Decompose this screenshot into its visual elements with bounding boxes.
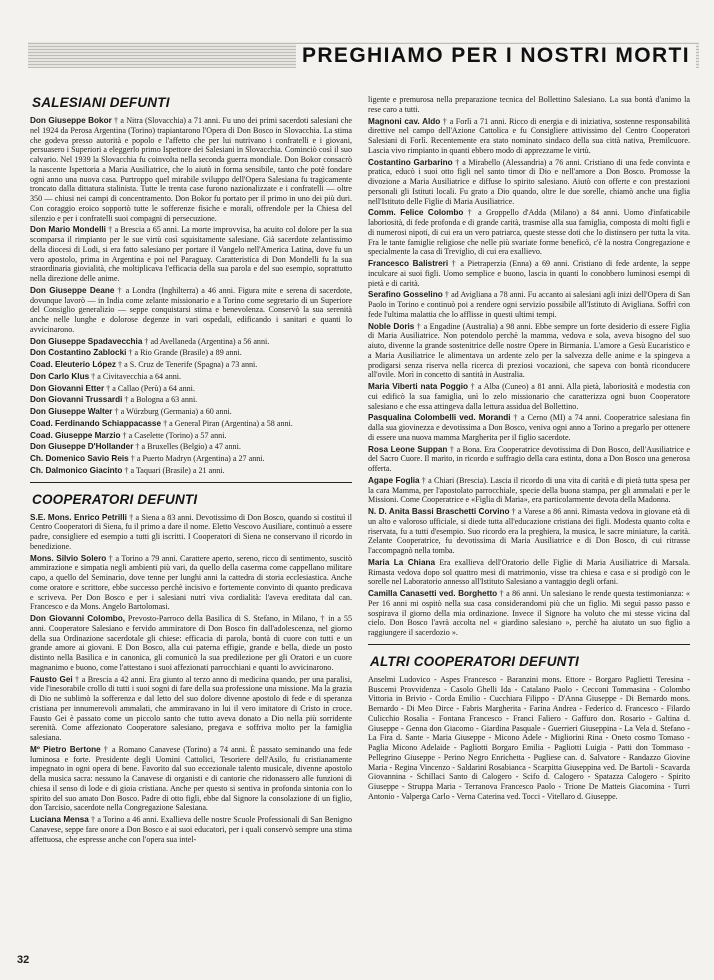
- obituary-text: † a Engadine (Australia) a 98 anni. Ebbe sempre un forte desiderio di essere Figlia di Maria Ausiliatrice. Non potendolo perchè la mamma, vedova e sola, aveva bisogno del suo aiuto, divenne la grande sostenitrice delle nostre Opere in Birmania. L'amore a Gesù Eucaristico e a Maria Ausiliatrice le alimentava un ardente zelo per la salvezza delle anime e la spingeva a prodigarsi senza riserva nella ricerca di preziosi vocazioni, che sapeva con bontà riconducere all'ovile. Morì in concetto di santità in Australia.: [368, 321, 690, 380]
- deceased-name: Don Giovanni Etter: [30, 383, 105, 393]
- obituary-entry: [30, 384, 352, 394]
- obituary-text: † a Alba (Cuneo) a 81 anni. Alla pietà, laboriosità e modestia con cui edificò la sua famiglia, unì lo zelo missionario che caratterizza ogni buon Cooperatore salesiano e che essa attingeva dalla lettura assidua del Bollettino.: [368, 382, 690, 411]
- deceased-name: Noble Doris: [368, 321, 415, 331]
- obituary-text: † a Cerno (MI) a 74 anni. Cooperatrice salesiana fin dalla sua giovinezza e devotissima a Don Bosco, veniva ogni anno a Torino a pregarlo per ottenere di essere una nuova mamma Margherita per il figlio sacerdote.: [368, 413, 690, 442]
- obituary-entry: [368, 208, 690, 257]
- deceased-name: Francesco Balistreri: [368, 259, 449, 268]
- deceased-name: Camilla Canasetti ved. Borghetto: [368, 589, 498, 598]
- deceased-name: S.E. Mons. Enrico Petrilli: [30, 512, 127, 522]
- obituary-text: † a Bruxelles (Belgio) a 47 anni.: [133, 442, 241, 452]
- obituary-entry: [368, 382, 690, 411]
- obituary-entry: [368, 158, 690, 207]
- obituary-entry: [30, 337, 352, 347]
- obituary-entry: [368, 507, 690, 556]
- obituary-entry: [368, 322, 690, 381]
- deceased-name: Agape Foglia: [368, 475, 420, 485]
- obituary-entry: [30, 419, 352, 429]
- deceased-name: Don Giuseppe Deane: [30, 285, 115, 295]
- obituary-entry: [30, 225, 352, 284]
- obituary-entry: [30, 116, 352, 223]
- deceased-name: Don Giuseppe D'Hollander: [30, 442, 134, 452]
- obituary-text: † a Pietraperzia (Enna) a 69 anni. Cristiano di fede ardente, la seppe inculcare ai suoi figli. Uomo semplice e buono, lascia in quanti lo conobbero luminosi esempi di pietà e di carità.: [368, 259, 691, 288]
- obituary-entry: [368, 476, 690, 505]
- entries-cooperatori: [30, 513, 352, 845]
- obituary-entry: [368, 558, 690, 587]
- deceased-name: Coad. Giuseppe Marzio: [30, 430, 121, 440]
- left-column: [30, 95, 352, 846]
- section-title-altri: ALTRI COOPERATORI DEFUNTI: [370, 653, 579, 669]
- obituary-text: † a Mirabello (Alessandria) a 76 anni. Cristiano di una fede convinta e pratica, educò i suoi otto figli nel santo timor di Dio e nell'amore a Don Bosco. Promosse la divozione a Maria Ausiliatrice e diffuse lo spirito salesiano. Aiutò con offerte e con prestazioni personali gli Istituti locali. Fu grato a Dio quando, oltre le due sorelle, chiamò anche una figlia nell'Istituto delle Figlie di Maria Ausiliatrice.: [368, 157, 690, 206]
- obituary-text: † a Würzburg (Germania) a 60 anni.: [112, 407, 232, 416]
- obituary-text: † a Bona. Era Cooperatrice devotissima di Don Bosco, dell'Ausiliatrice e del Sacro Cuore. Il marito, in ricordo e suffragio della cara estinta, dona a Don Bosco una generosa offerta.: [368, 444, 690, 473]
- obituary-text: † a Groppello d'Adda (Milano) a 84 anni. Uomo d'infaticabile laboriosità, di fede profonda e di grande carità, trasmise alla sua famiglia, composta di molti figli e di numerosi nipoti, di cui era un vero patriarca, queste stesse doti che lo distinsero per tutta la vita. Fra le tante famiglie religiose che nelle più svariate forme beneficò, c'è la nostra Congregazione e specialmente la casa di Treviglio, di cui era exallievo.: [368, 208, 690, 257]
- deceased-name: Mº Pietro Bertone: [30, 744, 101, 754]
- obituary-text: Era exallieva dell'Oratorio delle Figlie di Maria Ausiliatrice di Marsala. Rimasta vedova dopo sol quattro mesi di matrimonio, visse tra chiesa e casa e si prodigò con le sorelle nel Laboratorio annesso all'Istituto Salesiano a vantaggio degli orfani.: [368, 557, 691, 587]
- deceased-name: Don Giuseppe Bokor: [30, 116, 112, 125]
- section-cooperatori: [30, 492, 352, 845]
- obituary-entry: [368, 589, 690, 638]
- obituary-entry: [368, 290, 690, 319]
- entries-salesiani: [30, 116, 352, 476]
- obituary-entry: [368, 259, 690, 288]
- obituary-entry: [30, 442, 352, 452]
- deceased-name: Coad. Ferdinando Schiappacasse: [30, 418, 162, 428]
- deceased-name: Fausto Gei: [30, 674, 73, 684]
- obituary-text: † a Forlì a 71 anni. Ricco di energia e di iniziativa, sostenne responsabilità direttive nel campo dell'Azione Cattolica e fu Consigliere attivissimo del Centro Cooperatori Salesiani di Forlì. Recentemente era stato nominato sindaco della sua città nativa, Premilcuore. Lascia vivo rimpianto in quanti ebbero modo di apprezzarne le virtù.: [368, 116, 690, 155]
- deceased-name: Ch. Dalmonico Giacinto: [30, 465, 123, 475]
- obituary-text: † a General Piran (Argentina) a 58 anni.: [161, 418, 293, 428]
- obituary-text: † a S. Cruz de Tenerife (Spagna) a 73 anni.: [115, 360, 258, 369]
- obituary-text: † a Siena a 83 anni. Devotissimo di Don Bosco, quando si costituì il Centro Cooperatori di Siena, fu il primo a dare il nome. Eletto Vescovo Ausiliare, continuò a essere padre, consigliere ed esempio a tutti gli iscritti. I Cooperatori di Siena ne conservano il ricordo in benedizione.: [30, 512, 352, 551]
- obituary-entry: [30, 348, 352, 358]
- section-divider: [30, 482, 352, 483]
- deceased-name: Serafino Gosselino: [368, 290, 443, 300]
- section-salesiani: [30, 95, 352, 476]
- obituary-entry: [30, 395, 352, 405]
- obituary-text: † a Romano Canavese (Torino) a 74 anni. È passato seminando una fede luminosa e forte. Presidente degli Uomini Cattolici, Tesoriere dell'Asilo, fu cristianamente impegnato in ogni opera di bene. Favorito dal suo eccezionale talento musicale, divenne apostolo della musica sacra: nessuno la Canavese di organisti e di cantorie che ridonassero alle funzioni di chiesa il senso di lode e di gioia cristiana. Anche per questo si sentiva in profonda sintonia con lo spirito del suo amato Don Bosco. Padre di otto figli, ebbe dal Signore la consolazione di un figlio, don Tarcisio, sacerdote nella Congregazione Salesiana.: [30, 744, 352, 813]
- deceased-name: Don Giuseppe Walter: [30, 407, 113, 416]
- section-title-cooperatori: COOPERATORI DEFUNTI: [32, 491, 198, 507]
- deceased-name: Don Mario Mondelli: [30, 225, 106, 235]
- obituary-entry: [30, 454, 352, 464]
- obituary-entry: [30, 675, 352, 743]
- page-title: PREGHIAMO PER I NOSTRI MORTI: [296, 44, 696, 68]
- obituary-entry: [30, 286, 352, 335]
- section-divider: [368, 644, 690, 645]
- obituary-text: † a Callao (Perù) a 64 anni.: [104, 383, 195, 393]
- obituary-text: Prevosto-Parroco della Basilica di S. Stefano, in Milano, † in a 55 anni. Cooperatore Salesiano e fervido ammiratore di Don Bosco fin dall'adolescenza, nel giorno della sua Ordinazione sacerdotale gli chiese: efficacia di parola, bontà di cuore con tutti e un grande amore ai giovani. E Don Bosco, alla cui paterna effigie, grande e bella, diede un posto distinto nella Basilica e in canonica, gli comunicò la sua predilezione per gli Oratori e un cuore magnanimo e buono, come l'attestano i suoi affezionati parrocchiani e quanti lo avvicinarono.: [30, 614, 352, 672]
- obituary-entry: [30, 815, 352, 844]
- deceased-name: Comm. Felice Colombo: [368, 208, 464, 218]
- deceased-name: Mons. Silvio Solero: [30, 553, 107, 563]
- section-title-salesiani: SALESIANI DEFUNTI: [32, 95, 170, 110]
- obituary-entry: [368, 95, 690, 115]
- obituary-text: ligente e premurosa nella preparazione tecnica del Bollettino Salesiano. La sua bontà d'animo la rese caro a tutti.: [368, 95, 690, 114]
- obituary-text: † a Brescia a 65 anni. La morte improvvisa, ha acuito col dolore per la sua scomparsa il rimpianto per le sue virtù così squisitamente salesiane. Già sacerdote zelantissimo della diocesi di Lodi, si era fatto salesiano per portare il Vangelo nell'America Latina, dove fu un vero apostolo, prima in Argentina e poi nel Paraguay. Caratteristica di Don Mondelli fu la sua straordinaria giovialità, che moltiplicava l'efficacia della sua parola e del suo esempio, soprattutto nella direzione delle anime.: [30, 225, 352, 283]
- obituary-text: † a Torino a 79 anni. Carattere aperto, sereno, ricco di sentimento, suscitò ammirazione e simpatia negli ambienti più vari, da quello della caserma come cappellano militare capo, a quello del Seminario, dove tenne per lunghi anni la cattedra di storia ecclesiastica. Anche come oratore e scrittore, ebbe successo perchè incisivo e fortemente convinto di quanto predicava e scriveva. Per Don Bosco e per i salesiani nutrì viva cordialità: l'aveva ereditata dal can. Francesco e da Mons. Angelo Bartolomasi.: [30, 553, 352, 612]
- obituary-entry: [30, 407, 352, 417]
- deceased-name: Rosa Leone Suppan: [368, 444, 448, 454]
- obituary-entry: [30, 513, 352, 552]
- obituary-text: † a Rio Grande (Brasile) a 89 anni.: [126, 348, 242, 358]
- deceased-name: Don Giuseppe Spadavecchia: [30, 336, 143, 346]
- obituary-entry: [368, 413, 690, 442]
- deceased-name: Don Giovanni Colombo,: [30, 614, 125, 623]
- section-altri: [368, 654, 690, 802]
- deceased-name: Don Costantino Zablocki: [30, 348, 127, 358]
- obituary-entry: [30, 360, 352, 370]
- altri-names-list: Anselmi Ludovico - Aspes Francesco - Baranzini mons. Ettore - Borgaro Paglietti Teresina - Buscemi Provvidenza - Casolo Ghelli Ida - Catalano Paolo - Cecconi Tommasina - Colombo Vittoria in Brivio - Corda Emilio - Cucchiara Filippo - D'Anna Giuseppe - Di Bernardo mons. Bernardo - Di Meo Dirce - Fabris Margherita - Farina Andrea - Federico d. Francesco - Filardo Culicchio Rosalia - Fontana Francesco - Franci Faliero - Gaffuro don. Rosario - Galtina d. Giuseppe - Genna don Giacomo - Giardina Pasquale - Guerrieri Giuseppina - La Vela d. Stefano - La Fira d. Sante - Maria Giuseppe - Micono Adele - Migliorini Rina - Oneto cosmo Tomaso - Paglia Micono Adelaide - Pagliotti Borgaro Emilia - Pagliotti Luigia - Patti don Tommaso - Pellegrino Giuseppe - Perino Negro Enrichetta - Pugliese can. d. Salvatore - Randazzo Giovine Maria - Regina Vincenzo - Saldarini Rosabianca - Scarpitta Giuseppina ved. De Bartoli - Scavarda Giovannina - Schillaci Santo di Calogero - Scifo d. Calogero - Spatazza Calogero - Spirito Giuseppe - Struppa Maria - Terranova Francesco Paolo - Trione De Matteis Giacomina - Turri Antonio - Valperga Carlo - Verna Caterina ved. Tocci - Vitellaro d. Giuseppe.: [368, 674, 690, 801]
- obituary-entry: [30, 431, 352, 441]
- obituary-text: † ad Avellaneda (Argentina) a 56 anni.: [142, 336, 270, 346]
- deceased-name: N. D. Anita Bassi Braschetti Corvino: [368, 507, 510, 516]
- obituary-text: † a Bologna a 63 anni.: [122, 395, 198, 405]
- obituary-text: † a Civitavecchia a 64 anni.: [89, 371, 182, 381]
- deceased-name: Don Carlo Klus: [30, 371, 90, 381]
- deceased-name: Pasqualina Colombelli ved. Morandi: [368, 413, 511, 423]
- obituary-text: † a 86 anni. Un salesiano le rende questa testimonianza: « Per 16 anni mi ospitò nella sua casa considerandomi più che un figlio. Mi seguì passo passo e sospirava il giorno della mia ordinazione. Invece il Signore ha voluto che mi stesse vicina dal cielo. Don Bosco l'avrà accolta nel « giardino salesiano », perchè ha aiutato un suo figlio a raggiungere il sacerdozio ».: [368, 589, 690, 637]
- deceased-name: Costantino Garbarino: [368, 157, 453, 167]
- obituary-text: † a Puerto Madryn (Argentina) a 27 anni.: [128, 454, 265, 463]
- deceased-name: Don Giovanni Trussardi: [30, 395, 123, 405]
- obituary-entry: [30, 745, 352, 813]
- obituary-text: † a Chiari (Brescia). Lascia il ricordo di una vita di carità e di pietà tutta spesa per la cara Mamma, per l'apostolato parrocchiale, specie della buona stampa, per gli ammalati e per le Missioni. Come Cooperatrice e «Figlia di Maria», era particolarmente devota della Madonna.: [368, 475, 691, 505]
- entries-right: [368, 95, 690, 638]
- deceased-name: Luciana Mensa: [30, 815, 89, 824]
- obituary-entry: [30, 466, 352, 476]
- obituary-text: † a Taquari (Brasile) a 21 anni.: [122, 465, 225, 475]
- obituary-text: † a Londra (Inghilterra) a 46 anni. Figura mite e serena di sacerdote, dovunque lavorò — in India come zelante missionario e a Torino come segretario di un Superiore del Consiglio generalizio — seppe conquistarsi stima e benevolenza. Conservò la sua serenità anche nelle lunghe e dolorose degenze in vari ospedali, edificando i sanitari e quanti lo avvicinarono.: [30, 285, 352, 334]
- obituary-entry: [368, 445, 690, 474]
- page-number: 32: [17, 954, 30, 966]
- obituary-text: † a Varese a 86 anni. Rimasta vedova in giovane età di un alto e valoroso ufficiale, si diede tutta all'educazione cristiana dei figli. Modesta quanto colta e riservata, fu a tutti d'esempio. Suo ricordo era la preghiera, la musica, le sacre miniature, la carità. Zelante Cooperatrice, fu devotissima di Maria Ausiliatrice e di Don Bosco, di cui ritrasse l'accompagnò nella tomba.: [368, 507, 690, 555]
- right-column: [368, 95, 690, 802]
- obituary-text: † ad Avigliana a 78 anni. Fu accanto ai salesiani agli inizi dell'Opera di San Paolo in Torino e continuò poi a rendere ogni servizio possibile all'Istituto di Avigliana. Soffrì con fede l'ultima malattia che lo afflisse in questi ultimi tempi.: [368, 290, 690, 319]
- obituary-entry: [368, 117, 690, 156]
- obituary-entry: [30, 614, 352, 673]
- obituary-text: † a Caselette (Torino) a 57 anni.: [120, 430, 227, 440]
- deceased-name: Maria La Chiana: [368, 557, 436, 567]
- deceased-name: Maria Viberti nata Poggio: [368, 382, 468, 391]
- obituary-entry: [30, 372, 352, 382]
- obituary-entry: [30, 554, 352, 613]
- deceased-name: Ch. Domenico Savio Reis: [30, 454, 129, 463]
- deceased-name: Magnoni cav. Aldo: [368, 116, 441, 126]
- obituary-text: † a Nitra (Slovacchia) a 71 anni. Fu uno dei primi sacerdoti salesiani che nel 1924 da Perosa Argentina (Torino) trapiantarono l'Opera di Don Bosco in Slovacchia. La stima che godeva presso autorità e popolo e l'affetto che per lui nutrivano i confratelli e i giovani, persuasero i Superiori a eleggerlo primo Ispettore dei Salesiani in Slovacchia. Cominciò così il suo calvario. Nel 1939 la Slovacchia fu coinvolta nella seconda guerra mondiale. Don Bokor consacrò la nascente Ispettoria a Maria Ausiliatrice, che lo aiutò in forma sensibile, tanto che potè fondare ogni anno una nuova casa. Purtroppo quel mirabile sviluppo dell'Opera Salesiana fu tragicamente troncato dalla dittatura stalinista. Tutte le trenta case furono nazionalizzate e i confratelli — oltre 350 — chiusi nei campi di concentramento. Don Bokor fu portato per il primo in uno dei più duri. Con coraggio eroico sopportò tutte le sofferenze fisiche e morali, offrendole per la Chiesa del silenzio e per i confratelli suoi compagni di persecuzione.: [30, 116, 352, 223]
- obituary-text: † a Torino a 46 anni. Exallieva delle nostre Scuole Professionali di San Benigno Canavese, seppe fare onore a Don Bosco e ai suoi educatori, per i quali conservò sempre una stima affettuosa, che espresse anche con l'opera sua intel-: [30, 815, 353, 844]
- obituary-text: † a Brescia a 42 anni. Era giunto al terzo anno di medicina quando, per una paralisi, vide l'inesorabile crollo di tutti i suoi sogni di fare della sua professione una missione. Ma la grazia di Dio ne sublimò la sofferenza e dal letto del suo dolore divenne apostolo di fede e di speranza cristiana per innumerevoli ammalati, che ammiravano in lui il vero imitatore di Cristo in croce. Fausto Gei è passato come un piccolo santo che tutto aveva donato a Dio nella più sorridente serenità. Come affezionato Cooperatore salesiano, pregava e soffriva molto per la famiglia salesiana.: [30, 674, 353, 742]
- deceased-name: Coad. Eleuterio López: [30, 360, 116, 369]
